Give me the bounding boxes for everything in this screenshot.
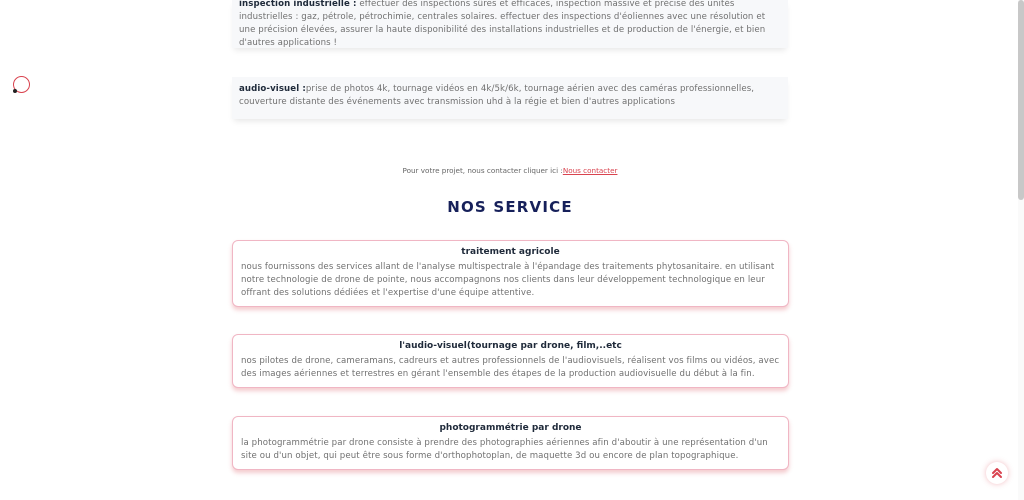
service-card-photogrammetrie [232,416,789,470]
double-chevron-up-icon [991,467,1003,479]
info-card-text: prise de photos 4k, tournage vidéos en 4k/5k/6k, tournage aérien avec des caméras professionnelles, couverture distante des événements avec transmission uhd à la régie et bien d'autres applications [239,84,755,107]
service-description: nos pilotes de drone, cameramans, cadreurs et autres professionnels de l'audiovisuels, réalisent vos films ou vidéos, avec des images aériennes et terrestres en gérant l'ensemble des étapes de la production audiovisuelle du début à la fin. [241,356,780,379]
scrollbar-thumb[interactable] [1018,0,1024,200]
service-description: la photogrammétrie par drone consiste à prendre des photographies aériennes afin d'aboutir à une représentation d'un site ou d'un objet, qui peut être sous forme d'orthophotoplan, de maquette 3d ou encore de plan topographique. [241,438,768,461]
service-title: photogrammétrie par drone [439,423,582,433]
service-title: traitement agricole [461,247,560,257]
back-to-top-button[interactable] [986,462,1008,484]
info-card-industrial [232,0,788,48]
service-card-agricole [232,240,789,307]
info-card-text: effectuer des inspections sûres et efficaces, inspection massive et précise des unités industrielles : gaz, pétrole, pétrochimie, centrales solaires. effectuer des inspections d'éoliennes avec une résolution et une précision élevées, assurer la haute disponibilité des installations industrielles et de production de l'énergie, et bien d'autres applications ! [239,0,766,48]
contact-text: Pour votre projet, nous contacter cliquer ici : [402,166,563,175]
scrollbar[interactable] [1018,0,1024,500]
service-description: nous fournissons des services allant de l'analyse multispectrale à l'épandage des traitements phytosanitaire. en utilisant notre technologie de drone de pointe, nous accompagnons nos clients dans leur développement technologique en leur offrant des solutions dédiées et l'expertise d'une équipe attentive. [241,262,775,298]
info-card-label: inspection industrielle : [239,0,357,9]
contact-line [232,166,788,175]
section-title: NOS SERVICE [447,198,573,216]
info-card-audio [232,77,788,119]
service-card-audiovisuel [232,334,789,388]
contact-link[interactable]: Nous contacter [562,166,618,175]
service-title: l'audio-visuel(tournage par drone, film,..etc [399,341,622,351]
cursor-dot-icon [13,89,17,93]
info-card-label: audio-visuel : [239,84,306,94]
